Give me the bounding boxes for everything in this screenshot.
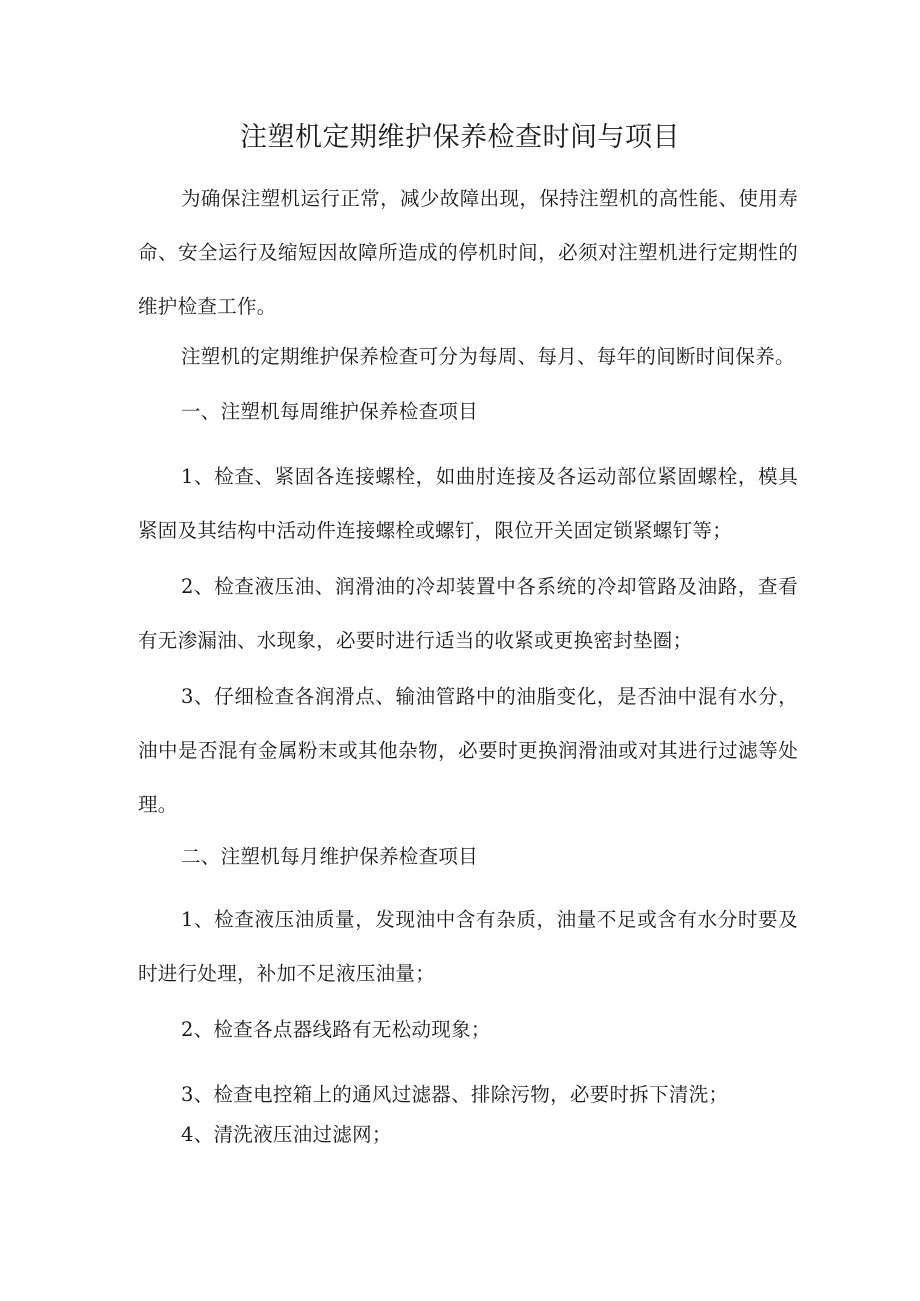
monthly-section-heading: 二、注塑机每月维护保养检查项目 <box>181 845 479 868</box>
weekly-section-heading: 一、注塑机每周维护保养检查项目 <box>181 400 479 423</box>
weekly-item: 1、检查、紧固各连接螺栓，如曲肘连接及各运动部位紧固螺栓，模具紧固及其结构中活动件连接螺栓或螺钉，限位开关固定锁紧螺钉等； <box>138 465 798 542</box>
weekly-item: 2、检查液压油、润滑油的冷却装置中各系统的冷却管路及油路，查看有无渗漏油、水现象，必要时进行适当的收紧或更换密封垫圈； <box>138 575 798 652</box>
monthly-item: 4、清洗液压油过滤网； <box>181 1123 392 1146</box>
monthly-item: 2、检查各点器线路有无松动现象； <box>181 1018 491 1041</box>
periods-paragraph: 注塑机的定期维护保养检查可分为每周、每月、每年的间断时间保养。 <box>181 345 795 368</box>
monthly-item: 1、检查液压油质量，发现油中含有杂质，油量不足或含有水分时要及时进行处理，补加不足液压油量； <box>138 908 798 985</box>
document-title: 注塑机定期维护保养检查时间与项目 <box>240 122 680 153</box>
monthly-item: 3、检查电控箱上的通风过滤器、排除污物，必要时拆下清洗； <box>181 1083 729 1106</box>
intro-paragraph: 为确保注塑机运行正常，减少故障出现，保持注塑机的高性能、使用寿命、安全运行及缩短因故障所造成的停机时间，必须对注塑机进行定期性的维护检查工作。 <box>138 187 798 318</box>
weekly-item: 3、仔细检查各润滑点、输油管路中的油脂变化，是否油中混有水分，油中是否混有金属粉末或其他杂物，必要时更换润滑油或对其进行过滤等处理。 <box>138 685 798 816</box>
